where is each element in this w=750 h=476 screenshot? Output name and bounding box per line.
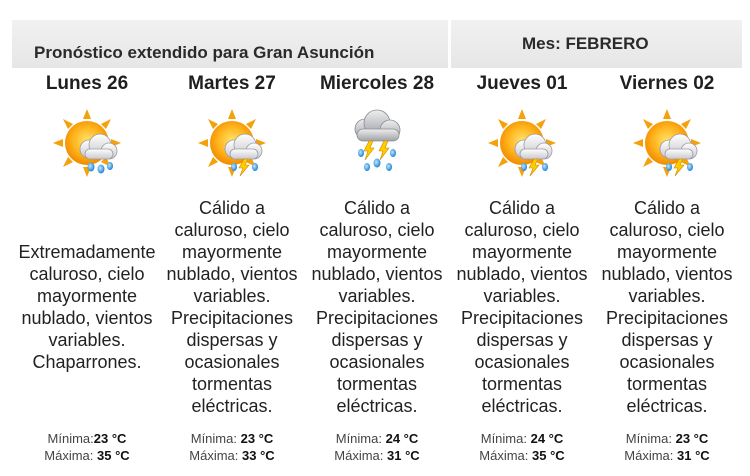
min-temp-row bbox=[305, 430, 449, 447]
min-temp-row bbox=[160, 430, 304, 447]
max-label: Máxima: bbox=[44, 448, 94, 463]
sun-cloud-storm-icon bbox=[484, 105, 560, 181]
min-temp-row bbox=[450, 430, 594, 447]
day-column bbox=[450, 68, 594, 468]
temperature-range bbox=[15, 430, 159, 464]
month-label: Mes: FEBRERO bbox=[522, 34, 649, 53]
day-name: Lunes 26 bbox=[45, 73, 129, 94]
min-temp: 23 °C bbox=[240, 431, 274, 446]
min-temp-row bbox=[595, 430, 739, 447]
sun-cloud-storm-icon bbox=[629, 105, 705, 181]
min-temp: 23 °C bbox=[93, 431, 127, 446]
min-label: Mínima: bbox=[47, 431, 94, 446]
max-temp: 31 °C bbox=[677, 448, 710, 463]
min-temp-row bbox=[15, 430, 159, 447]
min-label: Mínima: bbox=[335, 431, 382, 446]
min-label: Mínima: bbox=[625, 431, 672, 446]
temperature-range bbox=[450, 430, 594, 464]
forecast-header bbox=[12, 20, 742, 68]
min-label: Mínima: bbox=[190, 431, 237, 446]
max-label: Máxima: bbox=[334, 448, 384, 463]
day-name: Viernes 02 bbox=[619, 73, 715, 94]
forecast-description: Cálido a caluroso, cielo mayormente nublado, vientos variables. Precipitaciones dispersas y ocasionales tormentas eléctricas. bbox=[456, 198, 588, 416]
temperature-range bbox=[595, 430, 739, 464]
sun-cloud-storm-icon bbox=[194, 105, 270, 181]
description-area bbox=[450, 182, 594, 432]
min-temp: 24 °C bbox=[385, 431, 419, 446]
max-temp-row bbox=[15, 447, 159, 464]
forecast-description: Extremadamente caluroso, cielo mayormente nublado, vientos variables. Chaparrones. bbox=[18, 242, 156, 372]
min-label: Mínima: bbox=[480, 431, 527, 446]
day-column bbox=[305, 68, 449, 468]
max-temp: 33 °C bbox=[242, 448, 275, 463]
description-area bbox=[160, 182, 304, 432]
max-temp-row bbox=[450, 447, 594, 464]
max-label: Máxima: bbox=[624, 448, 674, 463]
day-column bbox=[15, 68, 159, 468]
max-temp: 35 °C bbox=[97, 448, 130, 463]
max-temp: 35 °C bbox=[532, 448, 565, 463]
forecast-description: Cálido a caluroso, cielo mayormente nublado, vientos variables. Precipitaciones dispersas y ocasionales tormentas eléctricas. bbox=[166, 198, 298, 416]
max-label: Máxima: bbox=[479, 448, 529, 463]
max-temp-row bbox=[160, 447, 304, 464]
day-name: Martes 27 bbox=[188, 73, 276, 94]
day-column bbox=[595, 68, 739, 468]
max-temp: 31 °C bbox=[387, 448, 420, 463]
temperature-range bbox=[160, 430, 304, 464]
max-temp-row bbox=[595, 447, 739, 464]
cloud-storm-icon bbox=[339, 105, 415, 181]
description-area bbox=[595, 182, 739, 432]
forecast-description: Cálido a caluroso, cielo mayormente nublado, vientos variables. Precipitaciones dispersas y ocasionales tormentas eléctricas. bbox=[601, 198, 733, 416]
forecast-description: Cálido a caluroso, cielo mayormente nublado, vientos variables. Precipitaciones dispersas y ocasionales tormentas eléctricas. bbox=[311, 198, 443, 416]
day-name: Jueves 01 bbox=[476, 73, 568, 94]
max-label: Máxima: bbox=[189, 448, 239, 463]
temperature-range bbox=[305, 430, 449, 464]
description-area bbox=[305, 182, 449, 432]
forecast-title: Pronóstico extendido para Gran Asunción bbox=[34, 43, 375, 62]
header-divider bbox=[448, 20, 451, 68]
day-column bbox=[160, 68, 304, 468]
min-temp: 24 °C bbox=[530, 431, 564, 446]
description-area bbox=[15, 182, 159, 432]
max-temp-row bbox=[305, 447, 449, 464]
sun-cloud-rain-icon bbox=[49, 105, 125, 181]
day-name: Miercoles 28 bbox=[319, 73, 435, 94]
min-temp: 23 °C bbox=[675, 431, 709, 446]
